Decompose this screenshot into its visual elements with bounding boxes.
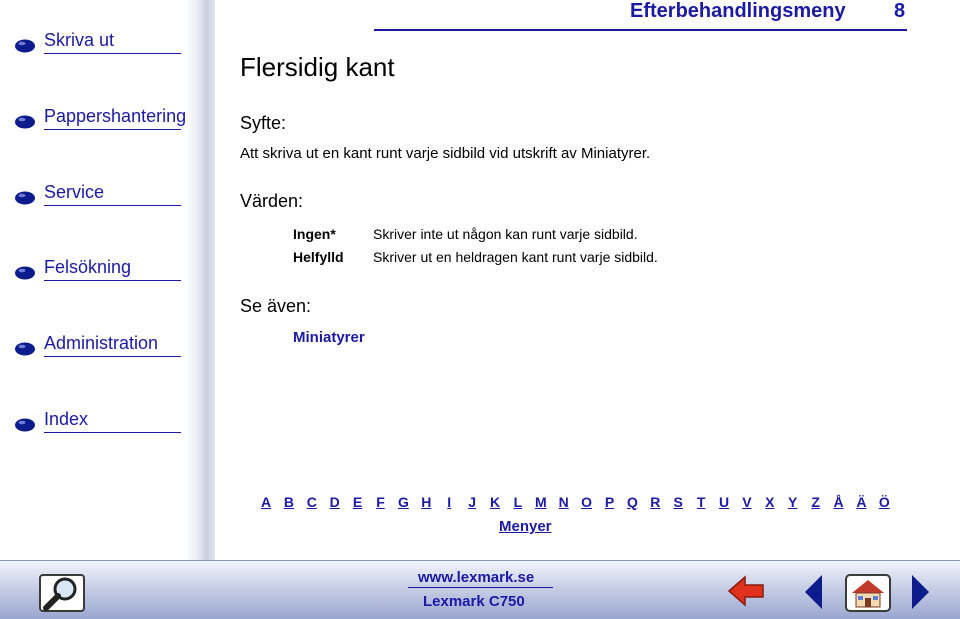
alphabet-link[interactable]: H (421, 494, 432, 510)
website-link[interactable]: www.lexmark.se (418, 569, 535, 586)
sidebar-item-index[interactable] (0, 405, 185, 435)
see-also-heading: Se även: (240, 296, 312, 316)
alphabet-link[interactable]: G (397, 494, 409, 510)
bullet-icon (14, 114, 36, 130)
magnifier-icon[interactable] (38, 573, 86, 613)
divider (44, 53, 181, 54)
value-name: Ingen* (293, 226, 336, 242)
alphabet-link[interactable]: Z (811, 494, 820, 510)
alphabet-link[interactable]: Y (788, 494, 798, 510)
bullet-icon (14, 38, 36, 54)
value-name: Helfylld (293, 249, 344, 265)
alphabet-link[interactable]: Å (833, 494, 844, 510)
alphabet-link[interactable]: I (447, 494, 452, 510)
sidebar-item-label: Felsökning (44, 257, 132, 277)
alphabet-link[interactable]: R (650, 494, 661, 510)
see-also-link[interactable]: Miniatyrer (293, 329, 365, 346)
prev-page-icon[interactable] (802, 573, 824, 611)
alphabet-link[interactable]: V (742, 494, 752, 510)
sidebar-item-skriva-ut[interactable] (0, 26, 185, 56)
alphabet-link[interactable]: E (352, 494, 363, 510)
alphabet-link[interactable]: M (534, 494, 547, 510)
divider (44, 280, 181, 281)
alphabet-link[interactable]: N (558, 494, 569, 510)
back-arrow-icon[interactable] (727, 575, 765, 607)
home-icon[interactable] (844, 573, 892, 613)
sidebar-item-pappershantering[interactable] (0, 102, 185, 132)
footer-divider (408, 587, 553, 588)
header-divider (374, 29, 907, 31)
alphabet-link[interactable]: L (513, 494, 523, 510)
divider (44, 356, 181, 357)
sidebar-item-service[interactable] (0, 178, 185, 208)
bullet-icon (14, 417, 36, 433)
value-description: Skriver ut en heldragen kant runt varje sidbild. (373, 249, 658, 265)
sidebar-item-label: Service (44, 182, 105, 202)
page-number: 8 (894, 0, 906, 22)
alphabet-link[interactable]: A (260, 494, 272, 510)
sidebar-item-label: Pappershantering (44, 106, 187, 126)
values-heading: Värden: (240, 191, 304, 211)
alphabet-link[interactable]: P (604, 494, 615, 510)
divider (44, 205, 181, 206)
alphabet-link[interactable]: X (765, 494, 775, 510)
alphabet-link[interactable]: T (696, 494, 706, 510)
value-description: Skriver inte ut någon kan runt varje sidbild. (373, 226, 638, 242)
alphabet-link[interactable]: Ä (856, 494, 867, 510)
sidebar-item-label: Administration (44, 333, 159, 353)
bullet-icon (14, 190, 36, 206)
menus-link[interactable]: Menyer (499, 518, 552, 535)
purpose-heading: Syfte: (240, 113, 287, 133)
alphabet-link[interactable]: U (718, 494, 730, 510)
product-name: Lexmark C750 (423, 593, 525, 610)
purpose-text: Att skriva ut en kant runt varje sidbild vid utskrift av Miniatyrer. (240, 145, 651, 162)
alphabet-link[interactable]: C (306, 494, 317, 510)
bullet-icon (14, 265, 36, 281)
alphabet-link[interactable]: J (468, 494, 476, 510)
page-title: Flersidig kant (240, 52, 395, 82)
alphabet-link[interactable]: F (376, 494, 385, 510)
sidebar-item-label: Skriva ut (44, 30, 115, 50)
alphabet-link[interactable]: K (489, 494, 501, 510)
alphabet-link[interactable]: S (673, 494, 683, 510)
next-page-icon[interactable] (910, 573, 932, 611)
alphabet-index (256, 494, 896, 512)
bullet-icon (14, 341, 36, 357)
alphabet-link[interactable]: D (329, 494, 340, 510)
sidebar-item-label: Index (44, 409, 89, 429)
alphabet-link[interactable]: O (581, 494, 593, 510)
divider (44, 129, 181, 130)
divider (44, 432, 181, 433)
section-title: Efterbehandlingsmeny (630, 0, 846, 22)
alphabet-link[interactable]: Q (626, 494, 638, 510)
sidebar-item-administration[interactable] (0, 329, 185, 359)
sidebar (0, 0, 215, 560)
alphabet-link[interactable]: Ö (878, 494, 890, 510)
alphabet-link[interactable]: B (283, 494, 294, 510)
sidebar-item-felsokning[interactable] (0, 253, 185, 283)
